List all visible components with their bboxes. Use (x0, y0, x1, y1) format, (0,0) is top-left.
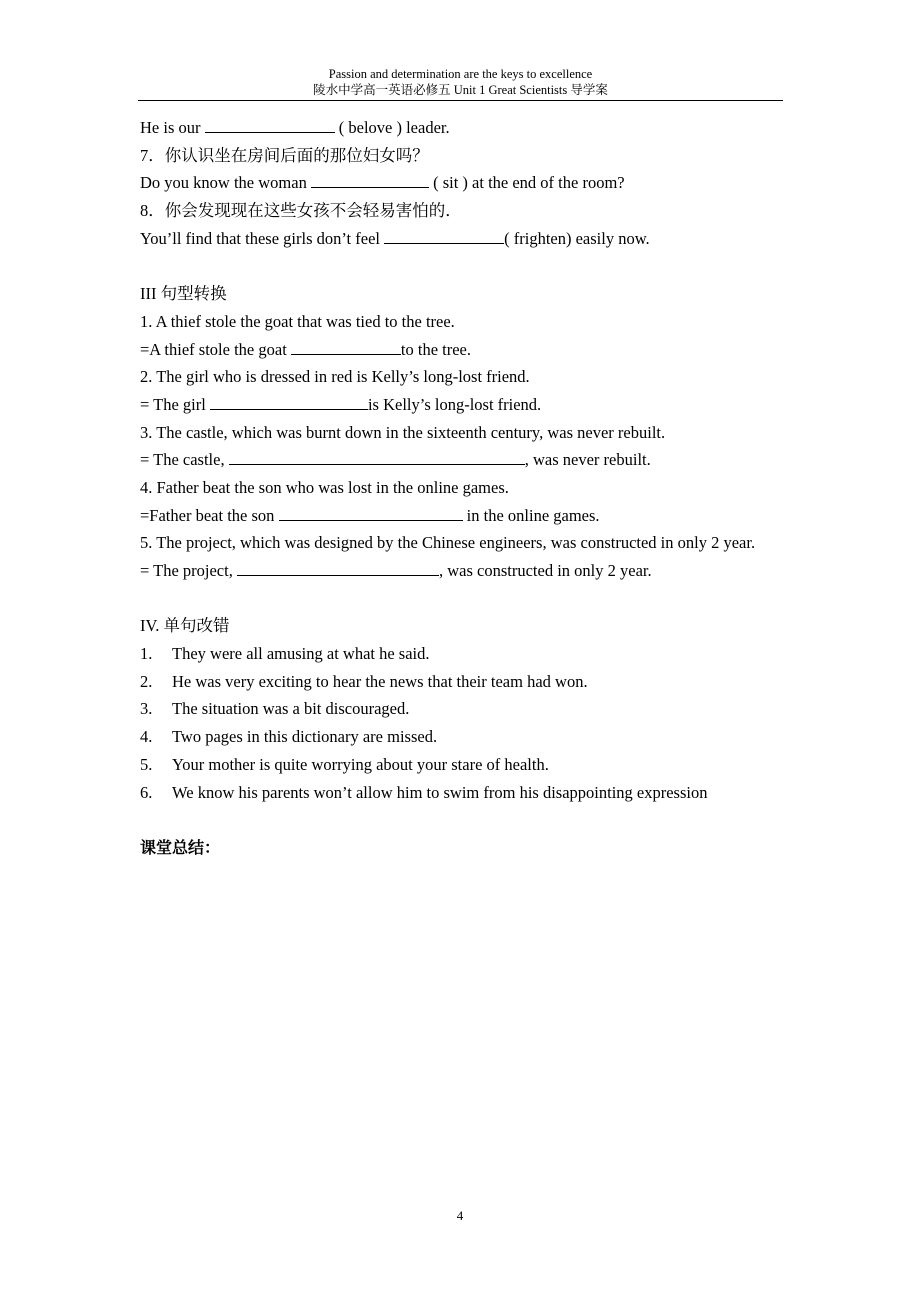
transform-rewrite: = The girl is Kelly’s long-lost friend. (140, 391, 785, 419)
answer-blank[interactable] (237, 558, 439, 576)
answer-blank[interactable] (311, 170, 429, 188)
question-7-chinese: 7．你认识坐在房间后面的那位妇女吗？ (140, 145, 429, 165)
correction-item: 3. The situation was a bit discouraged. (140, 699, 410, 719)
correction-item: 1. They were all amusing at what he said. (140, 644, 430, 664)
transform-original: 5. The project, which was designed by the Chinese engineers, was constructed in only 2 year. (140, 533, 756, 553)
correction-item: 6. We know his parents won’t allow him to swim from his disappointing expression (140, 782, 708, 802)
answer-blank[interactable] (229, 447, 525, 465)
transform-original: 1. A thief stole the goat that was tied to the tree. (140, 311, 455, 331)
page-number: 4 (456, 1208, 464, 1223)
transform-original: 3. The castle, which was burnt down in the sixteenth century, was never rebuilt. (140, 422, 666, 442)
transform-original: 4. Father beat the son who was lost in the online games. (140, 477, 509, 497)
exercise-line: He is our ( belove ) leader. (140, 114, 785, 142)
answer-blank[interactable] (205, 115, 335, 133)
header-motto: Passion and determination are the keys to excellence (328, 67, 593, 81)
transform-rewrite: = The project, , was constructed in only 2 year. (140, 557, 785, 585)
answer-blank[interactable] (279, 503, 463, 521)
correction-item: 2. He was very exciting to hear the news that their team had won. (140, 671, 588, 691)
page-header (138, 66, 783, 98)
answer-blank[interactable] (384, 226, 504, 244)
correction-item: 4. Two pages in this dictionary are missed. (140, 727, 438, 747)
section-heading-part3: III 句型转换 (140, 284, 227, 304)
section-heading-part4: IV. 单句改错 (140, 616, 230, 636)
question-7-english: Do you know the woman ( sit ) at the end of the room? (140, 169, 785, 197)
correction-item: 5. Your mother is quite worrying about your stare of health. (140, 754, 549, 774)
header-divider (138, 100, 783, 101)
header-title: 陵水中学高一英语必修五 Unit 1 Great Scientists 导学案 (313, 83, 608, 97)
class-summary-label: 课堂总结： (140, 837, 221, 857)
question-8-chinese: 8．你会发现现在这些女孩不会轻易害怕的． (140, 201, 462, 221)
answer-blank[interactable] (210, 392, 368, 410)
transform-rewrite: =Father beat the son in the online games. (140, 502, 785, 530)
answer-blank[interactable] (291, 337, 401, 355)
transform-rewrite: = The castle, , was never rebuilt. (140, 446, 785, 474)
transform-original: 2. The girl who is dressed in red is Kelly’s long-lost friend. (140, 367, 530, 387)
question-8-english: You’ll find that these girls don’t feel ( frighten) easily now. (140, 225, 785, 253)
document-body (140, 114, 785, 862)
transform-rewrite: =A thief stole the goat to the tree. (140, 336, 785, 364)
